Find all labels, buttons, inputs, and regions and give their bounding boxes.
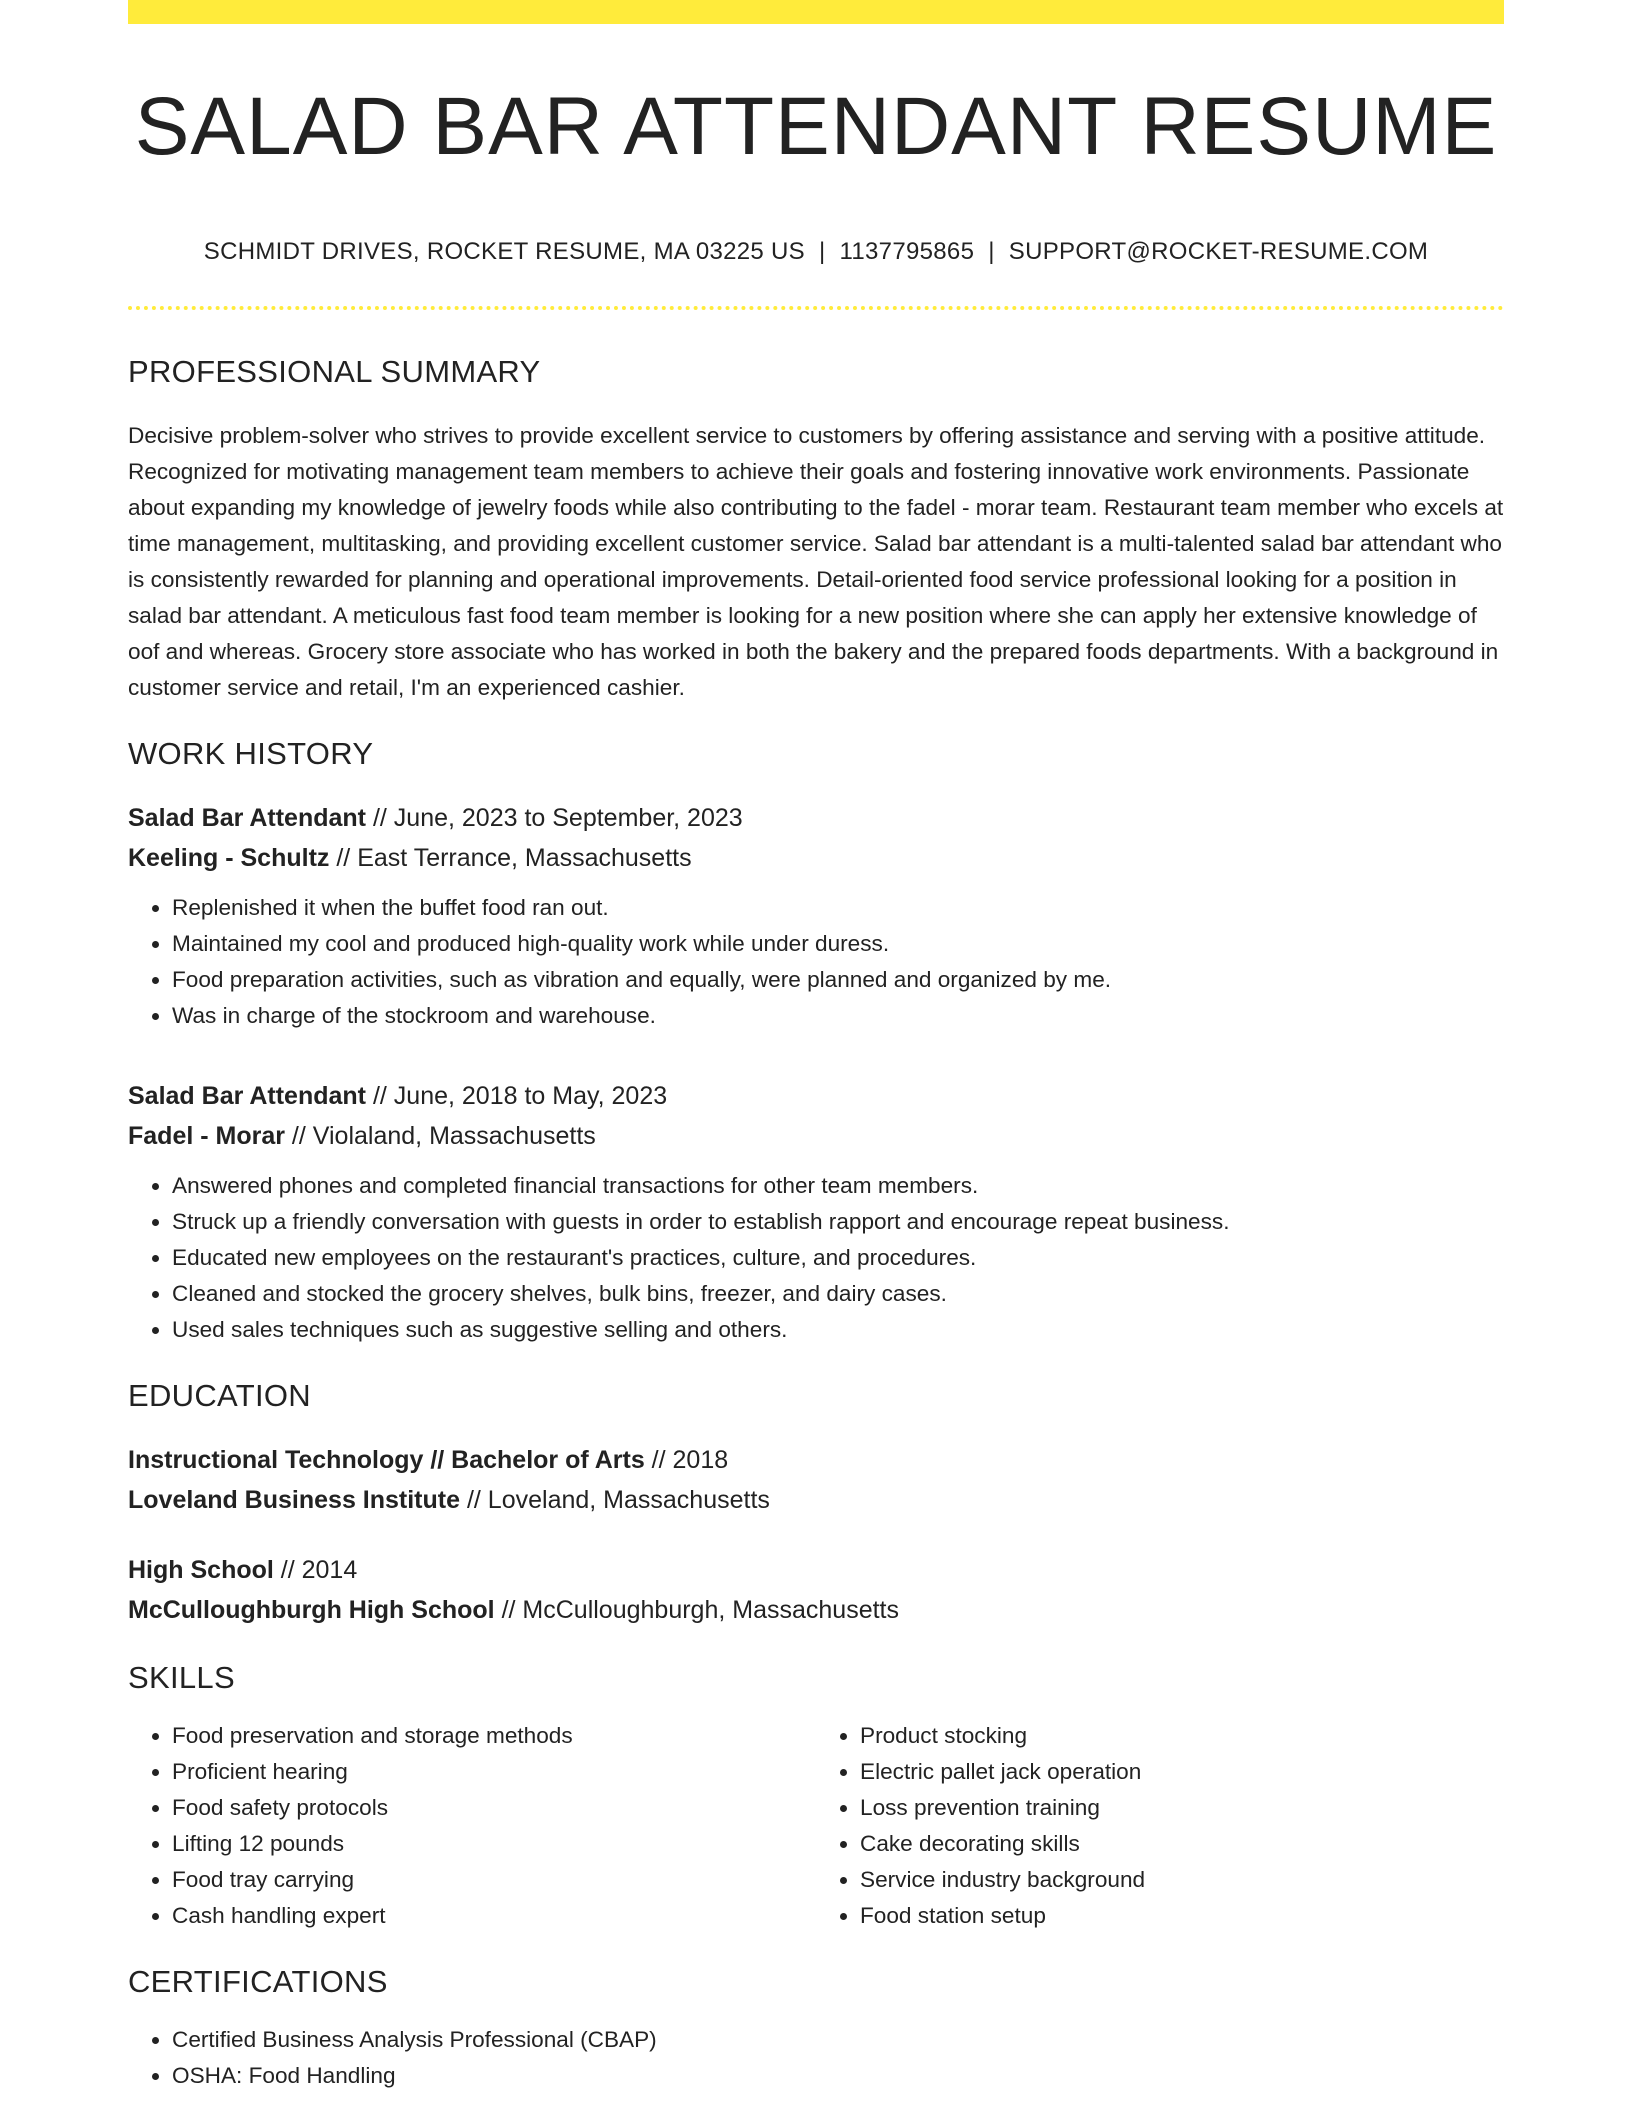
job-company-line xyxy=(128,1116,1504,1156)
resume-title: SALAD BAR ATTENDANT RESUME xyxy=(134,81,1498,172)
summary-text: Decisive problem-solver who strives to provide excellent service to customers by offering assistance and serving with a positive attitude. Recognized for motivating management team members to achieve their goals and fostering innovative work environments. Passionate about expanding my knowledge of jewelry foods while also contributing to the fadel - morar team. Restaurant team member who excels at time management, multitasking, and providing excellent customer service. Salad bar attendant is a multi-talented salad bar attendant who is consistently rewarded for planning and operational improvements. Detail-oriented food service professional looking for a position in salad bar attendant. A meticulous fast food team member is looking for a new position where she can apply her extensive knowledge of oof and whereas. Grocery store associate who has worked in both the bakery and the prepared foods departments. With a background in customer service and retail, I'm an experienced cashier. xyxy=(128,423,1504,700)
contact-separator: | xyxy=(988,238,995,265)
education-degree: Instructional Technology // Bachelor of Arts xyxy=(128,1446,645,1474)
list-item: • Proficient hearing xyxy=(172,1754,816,1790)
list-item: • Food preservation and storage methods xyxy=(172,1718,816,1754)
certifications-section xyxy=(128,1964,1504,2094)
job-bullets xyxy=(128,890,1504,1034)
list-item: • Educated new employees on the restaurant's practices, culture, and procedures. xyxy=(172,1240,1504,1276)
list-item: • Was in charge of the stockroom and warehouse. xyxy=(172,998,1504,1034)
list-item: • Food preparation activities, such as vibration and equally, were planned and organized by me. xyxy=(172,962,1504,998)
job-location: // East Terrance, Massachusetts xyxy=(329,844,692,872)
education-location: // Loveland, Massachusetts xyxy=(460,1486,770,1514)
education-location: // McCulloughburgh, Massachusetts xyxy=(494,1596,899,1624)
skills-left-list xyxy=(128,1718,816,1934)
contact-separator: | xyxy=(818,238,826,265)
list-item: • OSHA: Food Handling xyxy=(172,2058,1504,2094)
education-section xyxy=(128,1378,1504,1630)
job-company: Keeling - Schultz xyxy=(128,844,330,872)
dotted-divider xyxy=(128,306,1504,310)
education-heading: EDUCATION xyxy=(128,1378,311,1413)
skills-heading: SKILLS xyxy=(128,1660,235,1695)
job-title: Salad Bar Attendant xyxy=(128,804,367,832)
job-title: Salad Bar Attendant xyxy=(128,1082,367,1110)
list-item: • Lifting 12 pounds xyxy=(172,1826,816,1862)
work-history-heading: WORK HISTORY xyxy=(128,736,374,771)
summary-section xyxy=(128,354,1504,706)
job-company-line xyxy=(128,838,1504,878)
certifications-list xyxy=(128,2022,1504,2094)
job-company: Fadel - Morar xyxy=(128,1122,285,1150)
job-entry xyxy=(128,1076,1504,1348)
list-item: • Replenished it when the buffet food ran out. xyxy=(172,890,1504,926)
education-school-line xyxy=(128,1480,1504,1520)
list-item: • Food safety protocols xyxy=(172,1790,816,1826)
education-year: // 2018 xyxy=(644,1446,729,1474)
education-school: Loveland Business Institute xyxy=(128,1486,461,1514)
list-item: • Service industry background xyxy=(860,1862,1504,1898)
list-item: • Food tray carrying xyxy=(172,1862,816,1898)
list-item: • Electric pallet jack operation xyxy=(860,1754,1504,1790)
summary-heading: PROFESSIONAL SUMMARY xyxy=(128,354,541,389)
job-bullets xyxy=(128,1168,1504,1348)
contact-email: SUPPORT@ROCKET-RESUME.COM xyxy=(1008,238,1429,265)
contact-line xyxy=(128,238,1504,266)
list-item: • Loss prevention training xyxy=(860,1790,1504,1826)
resume-body xyxy=(128,354,1504,2094)
list-item: • Answered phones and completed financial transactions for other team members. xyxy=(172,1168,1504,1204)
list-item: • Cash handling expert xyxy=(172,1898,816,1934)
accent-bar xyxy=(128,0,1504,24)
education-year: // 2014 xyxy=(273,1556,358,1584)
skills-right-list xyxy=(816,1718,1504,1934)
job-entry xyxy=(128,798,1504,1034)
education-degree-line xyxy=(128,1440,1504,1480)
job-title-line xyxy=(128,798,1504,838)
list-item: • Cleaned and stocked the grocery shelves, bulk bins, freezer, and dairy cases. xyxy=(172,1276,1504,1312)
education-entry xyxy=(128,1440,1504,1520)
job-dates: // June, 2018 to May, 2023 xyxy=(366,1082,668,1110)
list-item: • Maintained my cool and produced high-quality work while under duress. xyxy=(172,926,1504,962)
list-item: • Certified Business Analysis Professional (CBAP) xyxy=(172,2022,1504,2058)
education-degree-line xyxy=(128,1550,1504,1590)
education-degree: High School xyxy=(128,1556,274,1584)
contact-phone: 1137795865 xyxy=(839,238,975,265)
education-school: McCulloughburgh High School xyxy=(128,1596,495,1624)
list-item: • Food station setup xyxy=(860,1898,1504,1934)
job-title-line xyxy=(128,1076,1504,1116)
list-item: • Cake decorating skills xyxy=(860,1826,1504,1862)
list-item: • Product stocking xyxy=(860,1718,1504,1754)
work-history-section xyxy=(128,736,1504,1348)
education-entry xyxy=(128,1550,1504,1630)
list-item: • Used sales techniques such as suggestive selling and others. xyxy=(172,1312,1504,1348)
skills-section xyxy=(128,1660,1504,1934)
job-dates: // June, 2023 to September, 2023 xyxy=(366,804,743,832)
skills-columns xyxy=(128,1718,1504,1934)
job-location: // Violaland, Massachusetts xyxy=(284,1122,596,1150)
list-item: • Struck up a friendly conversation with guests in order to establish rapport and encourage repeat business. xyxy=(172,1204,1504,1240)
certifications-heading: CERTIFICATIONS xyxy=(128,1964,388,1999)
contact-address: SCHMIDT DRIVES, ROCKET RESUME, MA 03225 US xyxy=(203,238,805,265)
education-school-line xyxy=(128,1590,1504,1630)
